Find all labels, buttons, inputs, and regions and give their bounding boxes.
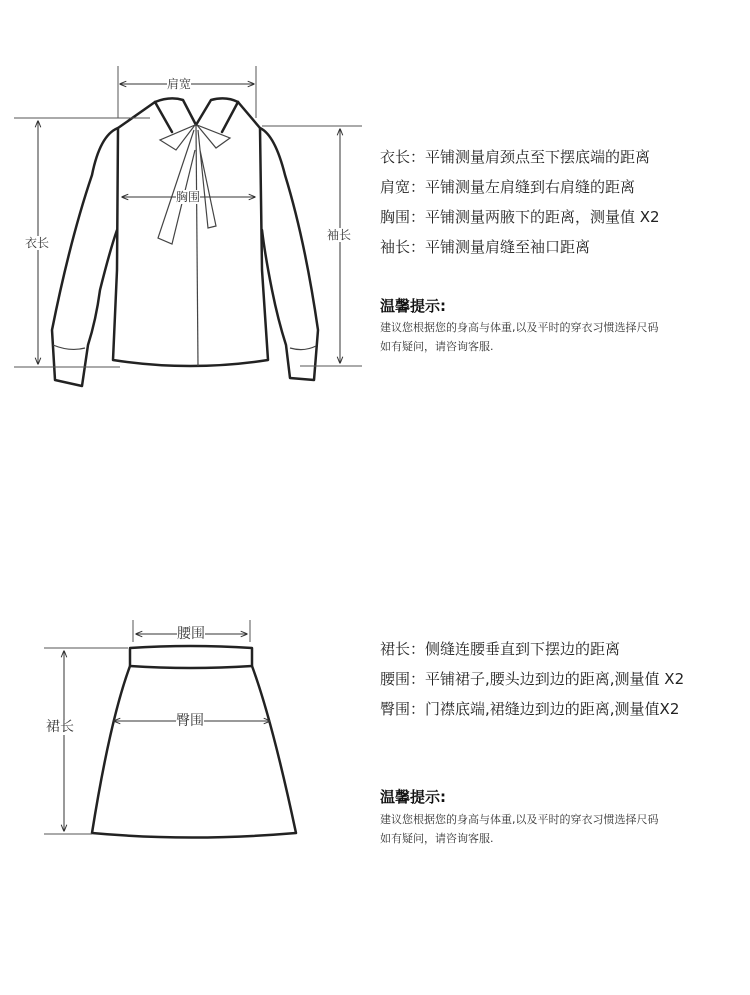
skirt-section (0, 600, 750, 900)
length-dim-label: 衣长 (25, 236, 50, 250)
shirt-measure-chest: 胸围：平铺测量两腋下的距离，测量值 X2 (380, 208, 660, 226)
skirt-tips-line: 建议您根据您的身高与体重,以及平时的穿衣习惯选择尺码 (380, 813, 659, 826)
chest-dim-label: 胸围 (176, 190, 201, 204)
shirt-measure-length: 衣长：平铺测量肩颈点至下摆底端的距离 (380, 148, 651, 166)
waist-dim-label: 腰围 (177, 626, 205, 642)
skirt-length-dim-label: 裙长 (46, 719, 74, 735)
skirt-measure-waist: 腰围：平铺裙子,腰头边到边的距离,测量值 X2 (380, 670, 685, 688)
shirt-measure-list (380, 142, 660, 262)
shirt-measure-sleeve: 袖长：平铺测量肩缝至袖口距离 (380, 238, 591, 256)
shirt-tips-title: 温馨提示: (380, 297, 446, 315)
skirt-measure-list (380, 634, 684, 724)
shirt-tips-line: 建议您根据您的身高与体重,以及平时的穿衣习惯选择尺码 (380, 321, 659, 334)
shirt-outline (52, 98, 318, 386)
shirt-measure-shoulder: 肩宽：平铺测量左肩缝到右肩缝的距离 (380, 178, 636, 196)
sleeve-dim-label: 袖长 (327, 228, 352, 242)
skirt-tips-title: 温馨提示: (380, 788, 446, 806)
skirt-tips-body (380, 810, 740, 848)
skirt-outline (92, 646, 296, 838)
skirt-measure-hip: 臀围：门襟底端,裙缝边到边的距离,测量值X2 (380, 700, 680, 718)
shirt-tips-line: 如有疑问，请咨询客服. (380, 340, 494, 353)
shirt-tips-body (380, 318, 740, 356)
skirt-measure-length: 裙长：侧缝连腰垂直到下摆边的距离 (380, 640, 621, 658)
hip-dim-label: 臀围 (176, 713, 204, 729)
shirt-section (0, 0, 750, 420)
shoulder-dim-label: 肩宽 (167, 77, 192, 91)
skirt-tips-line: 如有疑问，请咨询客服. (380, 832, 494, 845)
